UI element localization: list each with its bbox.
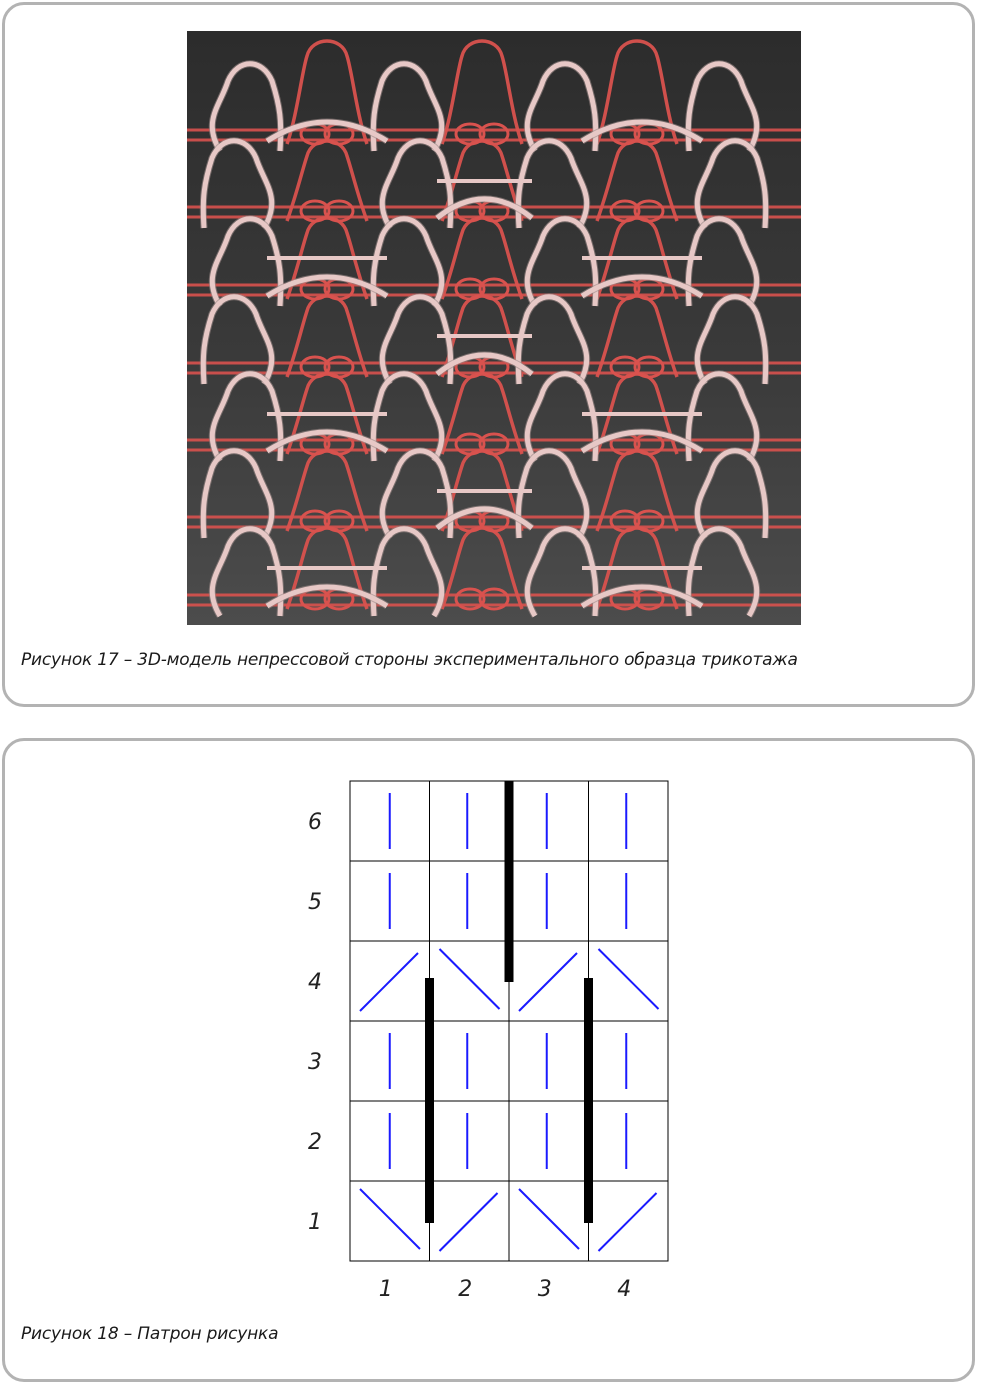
stitch-symbol-slant-right xyxy=(360,953,418,1011)
row-label: 6 xyxy=(308,810,322,835)
pattern-cell xyxy=(589,861,669,941)
red-loop xyxy=(597,451,677,531)
column-label: 4 xyxy=(617,1277,632,1302)
figure-17-panel xyxy=(2,2,975,707)
stitch-symbol-slant-right xyxy=(440,1193,498,1251)
pattern-cell xyxy=(589,1101,669,1181)
red-loop xyxy=(287,141,367,221)
pink-loop xyxy=(203,297,271,384)
pink-loop xyxy=(203,141,271,228)
row-label: 1 xyxy=(308,1210,322,1235)
stitch-symbol-slant-left xyxy=(519,1189,579,1249)
red-loop xyxy=(442,218,522,299)
figure-17-caption: Рисунок 17 – 3D-модель непрессовой стороны экспериментального образца трикотажа xyxy=(21,650,798,670)
pattern-cell xyxy=(509,861,589,941)
knit-3d-model-image xyxy=(187,31,801,625)
red-loop xyxy=(442,374,522,454)
row-label: 4 xyxy=(308,970,322,995)
pink-loop xyxy=(697,297,765,384)
pattern-cell xyxy=(430,1021,510,1101)
stitch-symbol-slant-left xyxy=(599,949,659,1009)
knit-3d-model-drawing xyxy=(187,31,801,625)
column-label: 2 xyxy=(458,1277,473,1302)
column-label: 1 xyxy=(378,1277,393,1302)
pattern-cell xyxy=(430,1101,510,1181)
pattern-cell xyxy=(589,781,669,861)
figure-18-caption: Рисунок 18 – Патрон рисунка xyxy=(21,1324,279,1344)
pink-yarn-layer xyxy=(203,64,765,625)
row-label: 3 xyxy=(308,1050,322,1075)
pattern-cell xyxy=(509,781,589,861)
column-labels xyxy=(379,1277,632,1302)
pattern-cell xyxy=(430,861,510,941)
red-loop xyxy=(597,296,677,377)
pattern-cell xyxy=(509,1101,589,1181)
stitch-symbol-slant-right xyxy=(519,953,577,1011)
pink-loop xyxy=(697,451,765,538)
pattern-cell xyxy=(430,781,510,861)
row-labels xyxy=(308,810,322,1235)
stitch-symbol-slant-left xyxy=(440,949,500,1009)
column-label: 3 xyxy=(537,1277,552,1302)
pattern-cell xyxy=(509,1021,589,1101)
red-loop xyxy=(597,141,677,221)
red-loop xyxy=(442,528,522,609)
red-loop xyxy=(287,296,367,377)
row-label: 5 xyxy=(308,890,322,915)
row-label: 2 xyxy=(308,1130,322,1155)
pattern-cell xyxy=(509,1181,589,1261)
pattern-cell xyxy=(430,941,510,1021)
pattern-cell xyxy=(589,941,669,1021)
pattern-cell xyxy=(589,1021,669,1101)
stitch-symbol-slant-left xyxy=(360,1189,420,1249)
pink-loop xyxy=(697,141,765,228)
pattern-cell xyxy=(350,1181,430,1261)
stitch-symbol-slant-right xyxy=(599,1193,657,1251)
pink-loop xyxy=(203,451,271,538)
knit-pattern-chart xyxy=(5,741,978,1385)
figure-18-panel xyxy=(2,738,975,1382)
red-loop xyxy=(287,451,367,531)
